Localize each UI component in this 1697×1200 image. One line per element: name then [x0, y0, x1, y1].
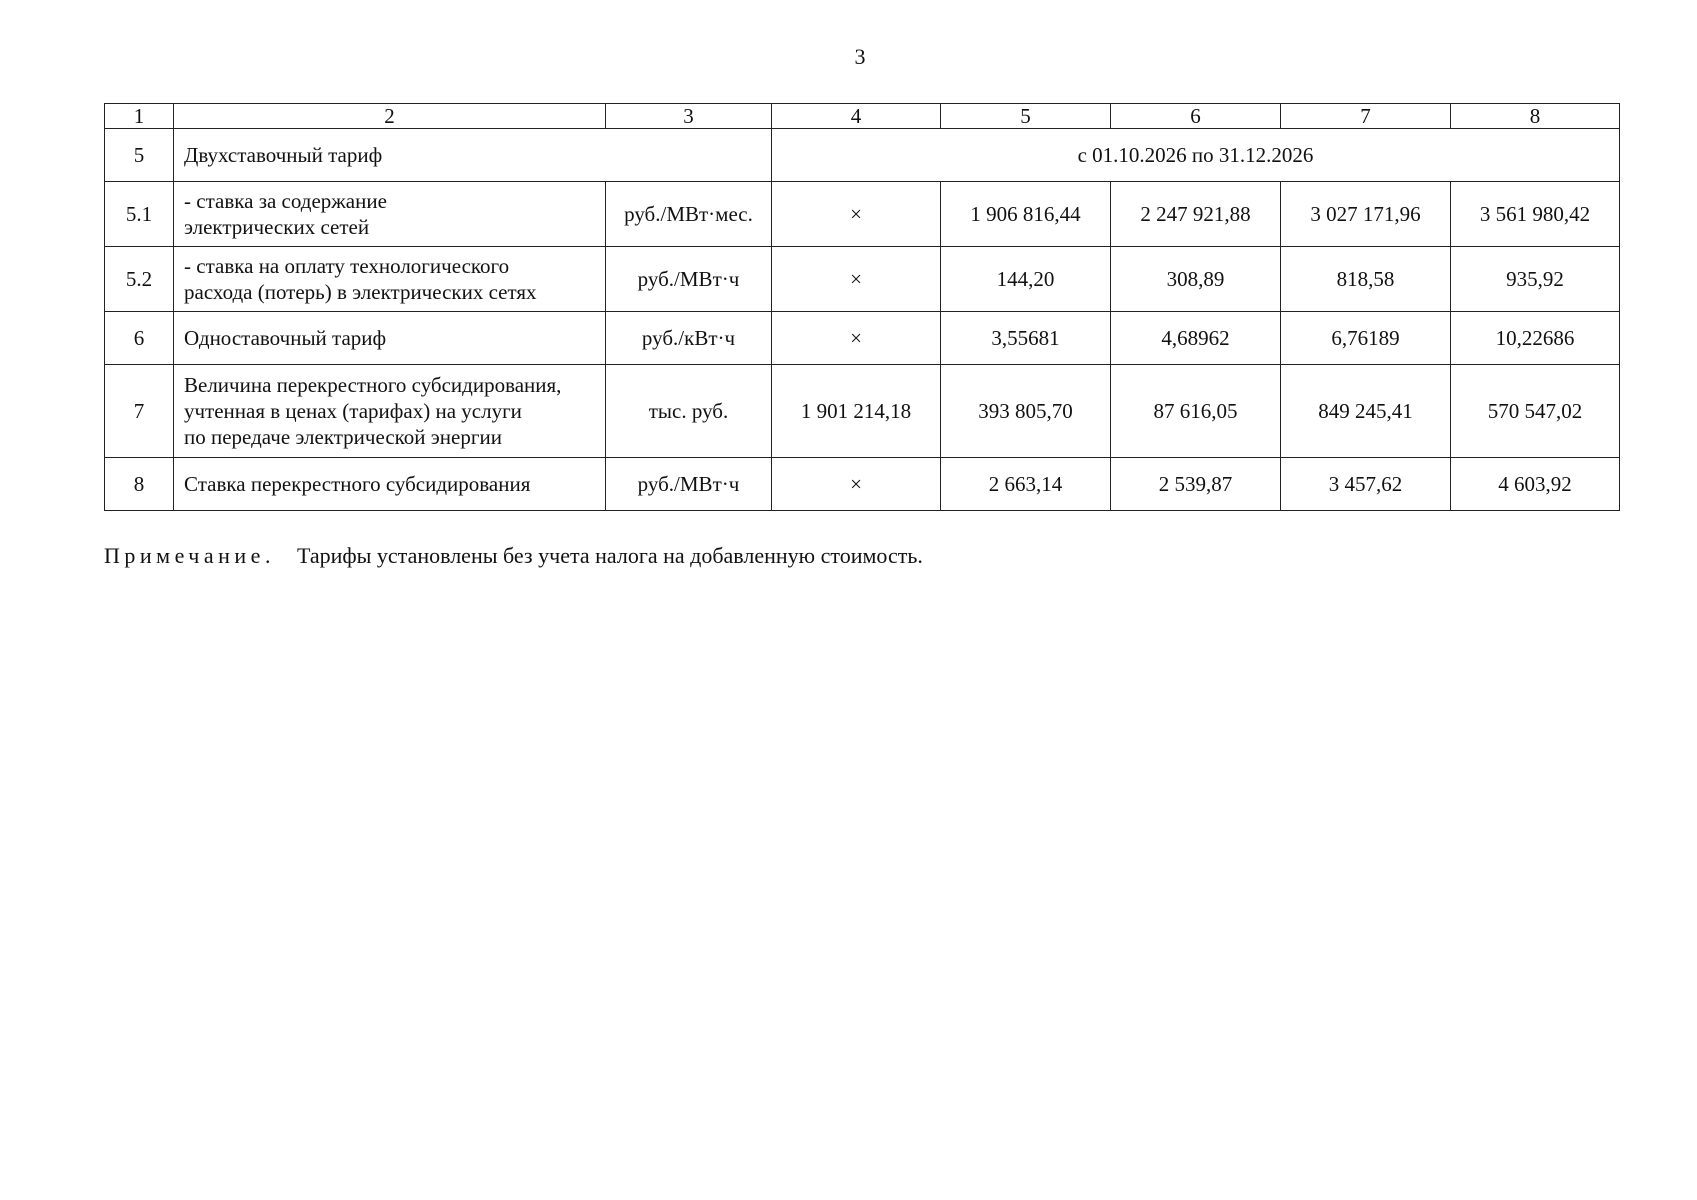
row-col6: 308,89	[1111, 247, 1281, 312]
row-col5: 393 805,70	[941, 365, 1111, 458]
row-unit: руб./МВт·мес.	[606, 182, 772, 247]
row-col8: 935,92	[1451, 247, 1620, 312]
header-cell-1: 1	[105, 104, 174, 129]
row-col7: 3 027 171,96	[1281, 182, 1451, 247]
table-row	[105, 458, 1620, 511]
row-name: - ставка за содержание электрических сетей	[174, 182, 606, 247]
row-col8: 4 603,92	[1451, 458, 1620, 511]
row-col8: 3 561 980,42	[1451, 182, 1620, 247]
row-col4: ×	[772, 458, 941, 511]
row-num: 5.1	[105, 182, 174, 247]
row-col6: 2 247 921,88	[1111, 182, 1281, 247]
row-col5: 1 906 816,44	[941, 182, 1111, 247]
note	[104, 543, 923, 569]
page-number: 3	[854, 44, 866, 69]
row-col5: 2 663,14	[941, 458, 1111, 511]
table-row	[105, 365, 1620, 458]
table-row	[105, 312, 1620, 365]
table-row	[105, 182, 1620, 247]
row-col7: 818,58	[1281, 247, 1451, 312]
row-col6: 4,68962	[1111, 312, 1281, 365]
row-col5: 144,20	[941, 247, 1111, 312]
note-label: Примечание.	[104, 543, 275, 568]
note-text: Тарифы установлены без учета налога на добавленную стоимость.	[296, 543, 923, 568]
header-cell-2: 2	[174, 104, 606, 129]
table-row	[105, 247, 1620, 312]
section-row	[105, 129, 1620, 182]
row-col7: 3 457,62	[1281, 458, 1451, 511]
header-row	[105, 104, 1620, 129]
section-name: Двухставочный тариф	[174, 129, 772, 182]
section-num: 5	[105, 129, 174, 182]
header-cell-4: 4	[772, 104, 941, 129]
header-cell-8: 8	[1451, 104, 1620, 129]
row-col7: 6,76189	[1281, 312, 1451, 365]
row-name: Ставка перекрестного субсидирования	[174, 458, 606, 511]
row-col8: 10,22686	[1451, 312, 1620, 365]
row-col4: ×	[772, 182, 941, 247]
row-unit: руб./кВт·ч	[606, 312, 772, 365]
row-col6: 87 616,05	[1111, 365, 1281, 458]
tariff-table	[104, 103, 1620, 511]
row-name: Одноставочный тариф	[174, 312, 606, 365]
row-col6: 2 539,87	[1111, 458, 1281, 511]
row-unit: руб./МВт·ч	[606, 247, 772, 312]
header-cell-3: 3	[606, 104, 772, 129]
row-unit: руб./МВт·ч	[606, 458, 772, 511]
row-col4: ×	[772, 312, 941, 365]
row-col8: 570 547,02	[1451, 365, 1620, 458]
section-period: с 01.10.2026 по 31.12.2026	[772, 129, 1620, 182]
row-name: - ставка на оплату технологического расхода (потерь) в электрических сетях	[174, 247, 606, 312]
row-num: 7	[105, 365, 174, 458]
row-col4: ×	[772, 247, 941, 312]
row-name: Величина перекрестного субсидирования, учтенная в ценах (тарифах) на услуги по передаче электрической энергии	[174, 365, 606, 458]
row-col5: 3,55681	[941, 312, 1111, 365]
row-col4: 1 901 214,18	[772, 365, 941, 458]
row-num: 6	[105, 312, 174, 365]
header-cell-6: 6	[1111, 104, 1281, 129]
row-num: 5.2	[105, 247, 174, 312]
row-col7: 849 245,41	[1281, 365, 1451, 458]
row-num: 8	[105, 458, 174, 511]
header-cell-5: 5	[941, 104, 1111, 129]
row-unit: тыс. руб.	[606, 365, 772, 458]
header-cell-7: 7	[1281, 104, 1451, 129]
